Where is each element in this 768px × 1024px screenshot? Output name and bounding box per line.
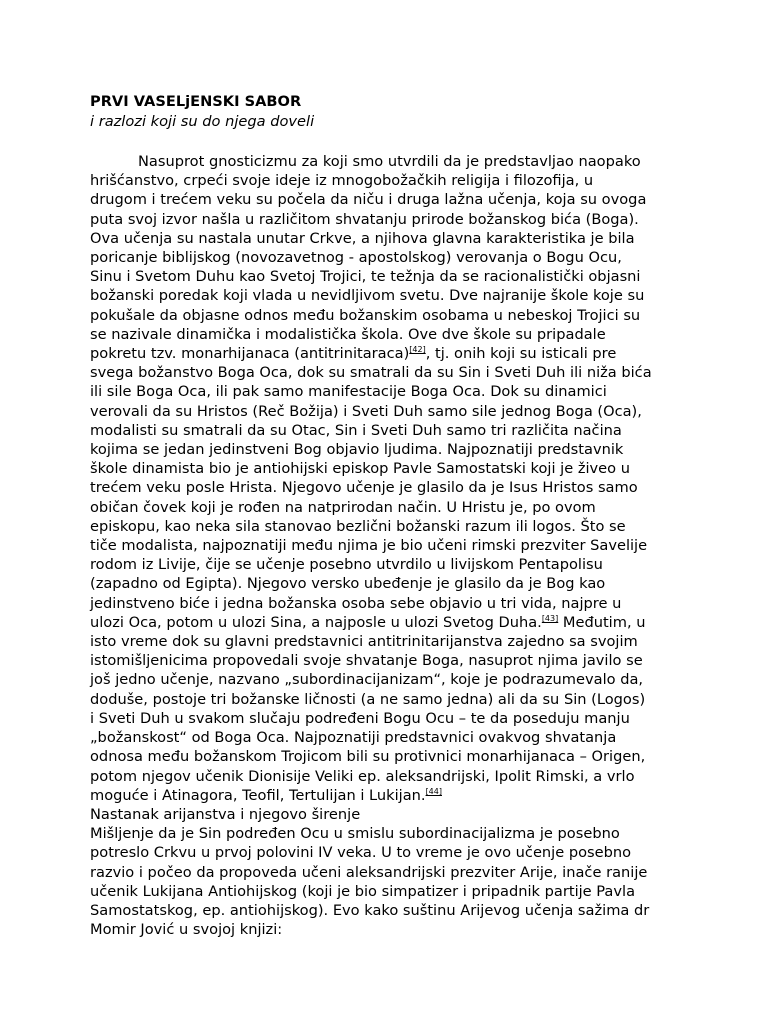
text-line	[90, 536, 690, 555]
line-text: običan čovek koji je rođen na natprirodan način. U Hristu je, po ovom	[90, 498, 596, 516]
text-line	[90, 498, 690, 517]
line-text: puta svoj izvor našla u različitom shvatanju prirode božanskog bića (Boga).	[90, 210, 639, 228]
text-line	[90, 728, 690, 747]
line-text: pokušale da objasne odnos među božanskim osobama u nebeskoj Trojici su	[90, 306, 641, 324]
text-line	[90, 632, 690, 651]
line-text: rodom iz Livije, čije se učenje posebno utvrdilo u livijskom Pentapolisu	[90, 556, 603, 574]
line-text: Mišljenje da je Sin podređen Ocu u smislu subordinacijalizma je posebno	[90, 825, 620, 843]
line-text-after-footnote: , tj. onih koji su isticali pre	[425, 345, 617, 363]
line-text: Ova učenja su nastala unutar Crkve, a njihova glavna karakteristika je bila	[90, 229, 635, 247]
document-page	[90, 92, 690, 939]
footnote-link[interactable]: [43]	[541, 613, 559, 623]
line-text: svega božanstvo Boga Oca, dok su smatrali da su Sin i Sveti Duh ili niža bića	[90, 364, 652, 382]
text-line	[90, 171, 690, 190]
text-line	[90, 248, 690, 267]
line-text: pokretu tzv. monarhijanaca (antitrinitaraca)	[90, 345, 410, 363]
line-text: božanski poredak koji vlada u nevidljivom svetu. Dve najranije škole koje su	[90, 287, 645, 305]
line-text: moguće i Atinagora, Teofil, Tertulijan i Lukijan.	[90, 786, 426, 804]
text-line	[90, 382, 690, 401]
text-line	[90, 920, 690, 939]
line-text: još jedno učenje, nazvano „subordinacijanizam“, koje je podrazumevalo da,	[90, 671, 644, 689]
text-line	[90, 152, 690, 171]
text-line	[90, 459, 690, 478]
footnote-link[interactable]: [44]	[425, 786, 442, 796]
text-line	[90, 747, 690, 766]
line-text: odnosa među božanskom Trojicom bili su protivnici monarhijanaca – Origen,	[90, 748, 646, 766]
text-line	[90, 210, 690, 229]
text-line	[90, 440, 690, 459]
line-text: isto vreme dok su glavni predstavnici antitrinitarijanstva zajedno sa svojim	[90, 633, 638, 651]
text-line	[90, 267, 690, 286]
line-text: Nasuprot gnosticizmu za koji smo utvrdili da je predstavljao naopako	[138, 153, 641, 170]
footnote-link[interactable]: [42]	[409, 345, 426, 355]
text-line	[90, 555, 690, 574]
text-line	[90, 709, 690, 728]
text-line	[90, 421, 690, 440]
line-text: i Sveti Duh u svakom slučaju podređeni Bogu Ocu – te da poseduju manju	[90, 709, 630, 727]
section-heading: Nastanak arijanstva i njegovo širenje	[90, 805, 361, 823]
line-text: istomišljenicima propovedali svoje shvatanje Boga, nasuprot njima javilo se	[90, 652, 643, 670]
line-text: episkopu, kao neka sila stanovao bezlični božanski razum ili logos. Što se	[90, 517, 626, 535]
text-line	[90, 670, 690, 689]
line-text: trećem veku posle Hrista. Njegovo učenje je glasilo da je Isus Hristos samo	[90, 479, 638, 497]
line-text: (zapadno od Egipta). Njegovo versko ubeđenje je glasilo da je Bog kao	[90, 575, 606, 593]
text-line	[90, 786, 690, 805]
text-line	[90, 574, 690, 593]
text-line	[90, 594, 690, 613]
text-line	[90, 843, 690, 862]
text-line	[90, 613, 690, 632]
text-line	[90, 767, 690, 786]
text-line	[90, 363, 690, 382]
line-text: se nazivale dinamička i modalistička škola. Ove dve škole su pripadale	[90, 325, 606, 343]
line-text: učenik Lukijana Antiohijskog (koji je bio simpatizer i pripadnik partije Pavla	[90, 882, 636, 900]
line-text: Sinu i Svetom Duhu kao Svetoj Trojici, te težnja da se racionalistički objasni	[90, 268, 641, 286]
line-text: ili sile Boga Oca, ili pak samo manifestacije Boga Oca. Dok su dinamici	[90, 383, 607, 401]
text-line	[90, 286, 690, 305]
line-text: Samostatskog, ep. antiohijskog). Evo kako suštinu Arijevog učenja sažima dr	[90, 901, 650, 919]
paragraph-arianism	[90, 824, 690, 939]
text-line	[90, 863, 690, 882]
text-line	[90, 690, 690, 709]
text-line	[90, 824, 690, 843]
line-text: potom njegov učenik Dionisije Veliki ep. aleksandrijski, Ipolit Rimski, a vrlo	[90, 767, 635, 785]
text-line	[90, 325, 690, 344]
line-text: doduše, postoje tri božanske ličnosti (a ne samo jedna) ali da su Sin (Logos)	[90, 690, 646, 708]
text-line	[90, 402, 690, 421]
text-line	[90, 229, 690, 248]
line-text: verovali da su Hristos (Reč Božija) i Sveti Duh samo sile jednog Boga (Oca),	[90, 402, 642, 420]
line-text: kojima se jedan jedinstveni Bog objavio ljudima. Najpoznatiji predstavnik	[90, 441, 624, 459]
text-line	[90, 882, 690, 901]
text-line	[90, 190, 690, 209]
line-text-after-footnote: Međutim, u	[558, 613, 646, 631]
text-line	[90, 478, 690, 497]
line-text: škole dinamista bio je antiohijski episkop Pavle Samostatski koji je živeo u	[90, 460, 630, 478]
paragraph-monarchianism	[90, 152, 690, 805]
line-text: modalisti su smatrali da su Otac, Sin i Sveti Duh samo tri različita načina	[90, 421, 622, 439]
text-line	[90, 901, 690, 920]
document-title: PRVI VASELjENSKI SABOR	[90, 93, 302, 110]
line-text: poricanje biblijskog (novozavetnog - apostolskog) verovanja o Bogu Ocu,	[90, 249, 622, 267]
line-text: tiče modalista, najpoznatiji među njima je bio učeni rimski prezviter Savelije	[90, 537, 648, 555]
text-line	[90, 517, 690, 536]
line-text: drugom i trećem veku su počela da niču i druga lažna učenja, koja su ovoga	[90, 191, 647, 209]
document-subtitle: i razlozi koji su do njega doveli	[90, 113, 315, 130]
line-text: hrišćanstvo, crpeći svoje ideje iz mnogobožačkih religija i filozofija, u	[90, 172, 594, 190]
line-text: Momir Jović u svojoj knjizi:	[90, 921, 283, 939]
line-text: „božanskost“ od Boga Oca. Najpoznatiji predstavnici ovakvog shvatanja	[90, 729, 617, 747]
text-line	[90, 651, 690, 670]
line-text: jedinstveno biće i jedna božanska osoba sebe objavio u tri vida, najpre u	[90, 594, 622, 612]
text-line	[90, 344, 690, 363]
line-text: potreslo Crkvu u prvoj polovini IV veka. U to vreme je ovo učenje posebno	[90, 844, 632, 862]
text-line	[90, 306, 690, 325]
line-text: razvio i počeo da propoveda učeni aleksandrijski prezviter Arije, inače ranije	[90, 863, 648, 881]
line-text: ulozi Oca, potom u ulozi Sina, a najposle u ulozi Svetog Duha.	[90, 613, 542, 631]
